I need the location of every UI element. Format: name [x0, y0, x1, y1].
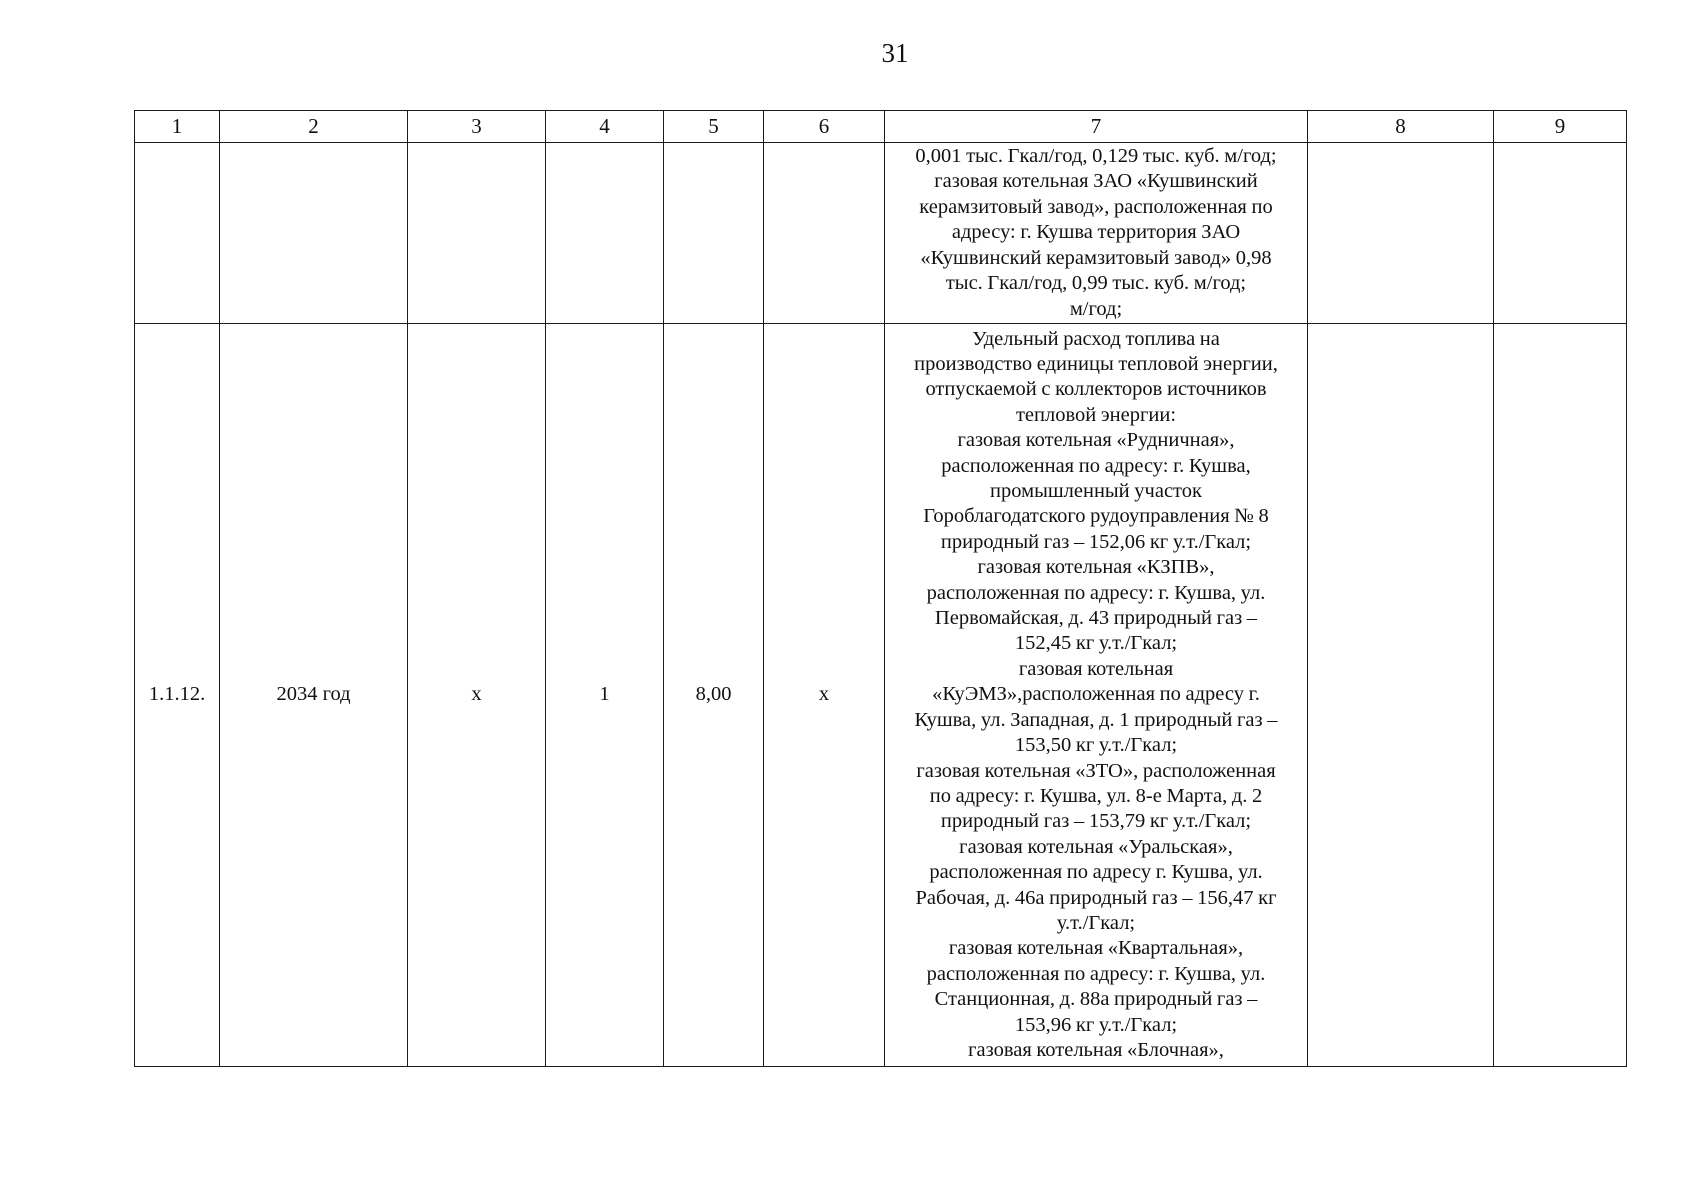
text-line: 152,45 кг у.т./Гкал;	[1014, 632, 1178, 655]
text-line: по адресу: г. Кушва, ул. 8-е Марта, д. 2	[929, 784, 1263, 807]
header-cell-9: 9	[1494, 111, 1627, 143]
text-line: расположенная по адресу г. Кушва, ул.	[929, 861, 1263, 884]
text-line: расположенная по адресу: г. Кушва, ул.	[926, 962, 1266, 985]
text-line: 153,50 кг у.т./Гкал;	[1014, 734, 1178, 757]
text-line: тыс. Гкал/год, 0,99 тыс. куб. м/год;	[945, 272, 1247, 295]
value-cell: 8,00	[664, 324, 764, 1067]
text-line: газовая котельная «Рудничная»,	[957, 429, 1235, 452]
text-line: Кушва, ул. Западная, д. 1 природный газ –	[914, 708, 1278, 731]
data-table	[134, 110, 1627, 1067]
text-line: 0,001 тыс. Гкал/год, 0,129 тыс. куб. м/год;	[915, 145, 1277, 168]
header-cell-2: 2	[220, 111, 408, 143]
text-line: у.т./Гкал;	[1056, 911, 1136, 934]
header-cell-3: 3	[408, 111, 546, 143]
text-line: газовая котельная «Блочная»,	[968, 1038, 1224, 1061]
text-line: 153,96 кг у.т./Гкал;	[1014, 1013, 1178, 1036]
text-line: расположенная по адресу: г. Кушва,	[941, 454, 1251, 477]
table-row	[135, 324, 1627, 1067]
table-cell	[664, 143, 764, 324]
table-header-row	[135, 111, 1627, 143]
table-row	[135, 143, 1627, 324]
text-line: газовая котельная «ЗТО», расположенная	[916, 759, 1276, 782]
table-cell: х	[764, 324, 885, 1067]
text-line: Гороблагодатского рудоуправления № 8	[923, 505, 1269, 528]
text-line: природный газ – 153,79 кг у.т./Гкал;	[940, 810, 1252, 833]
table-cell: 1	[546, 324, 664, 1067]
table-cell: х	[408, 324, 546, 1067]
header-cell-7: 7	[885, 111, 1308, 143]
table-cell	[1308, 324, 1494, 1067]
text-line: газовая котельная «Уральская»,	[959, 835, 1233, 858]
table-cell	[408, 143, 546, 324]
header-cell-5: 5	[664, 111, 764, 143]
table-cell	[1308, 143, 1494, 324]
text-line: тепловой энергии:	[1015, 403, 1177, 426]
table-cell	[135, 143, 220, 324]
header-cell-6: 6	[764, 111, 885, 143]
item-number-cell: 1.1.12.	[135, 324, 220, 1067]
text-line: промышленный участок	[990, 480, 1202, 503]
text-line: Станционная, д. 88а природный газ –	[934, 988, 1258, 1011]
text-line: Удельный расход топлива на	[972, 327, 1220, 350]
text-line: расположенная по адресу: г. Кушва, ул.	[926, 581, 1266, 604]
text-line: газовая котельная ЗАО «Кушвинский	[934, 170, 1258, 193]
text-line: газовая котельная «Квартальная»,	[948, 937, 1244, 960]
text-line: Первомайская, д. 43 природный газ –	[934, 607, 1258, 630]
text-line: газовая котельная «КЗПВ»,	[977, 556, 1215, 579]
text-line: керамзитовый завод», расположенная по	[919, 195, 1273, 218]
table-cell	[764, 143, 885, 324]
text-line: адресу: г. Кушва территория ЗАО	[951, 221, 1241, 244]
text-line: Рабочая, д. 46а природный газ – 156,47 кг	[915, 886, 1277, 909]
table-cell	[1494, 324, 1627, 1067]
text-line: газовая котельная	[1018, 657, 1174, 680]
page-number: 31	[881, 38, 909, 68]
description-cell	[885, 324, 1308, 1067]
table-cell	[220, 143, 408, 324]
description-cell	[885, 143, 1308, 324]
header-cell-8: 8	[1308, 111, 1494, 143]
text-line: «КуЭМЗ»,расположенная по адресу г.	[932, 683, 1260, 706]
table-cell	[546, 143, 664, 324]
year-cell: 2034 год	[220, 324, 408, 1067]
text-line: «Кушвинский керамзитовый завод» 0,98	[920, 246, 1272, 269]
header-cell-1: 1	[135, 111, 220, 143]
header-cell-4: 4	[546, 111, 664, 143]
text-line: производство единицы тепловой энергии,	[914, 353, 1278, 376]
text-line: природный газ – 152,06 кг у.т./Гкал;	[940, 530, 1252, 553]
text-line: м/год;	[1069, 297, 1123, 320]
text-line: отпускаемой с коллекторов источников	[925, 378, 1267, 401]
table-cell	[1494, 143, 1627, 324]
